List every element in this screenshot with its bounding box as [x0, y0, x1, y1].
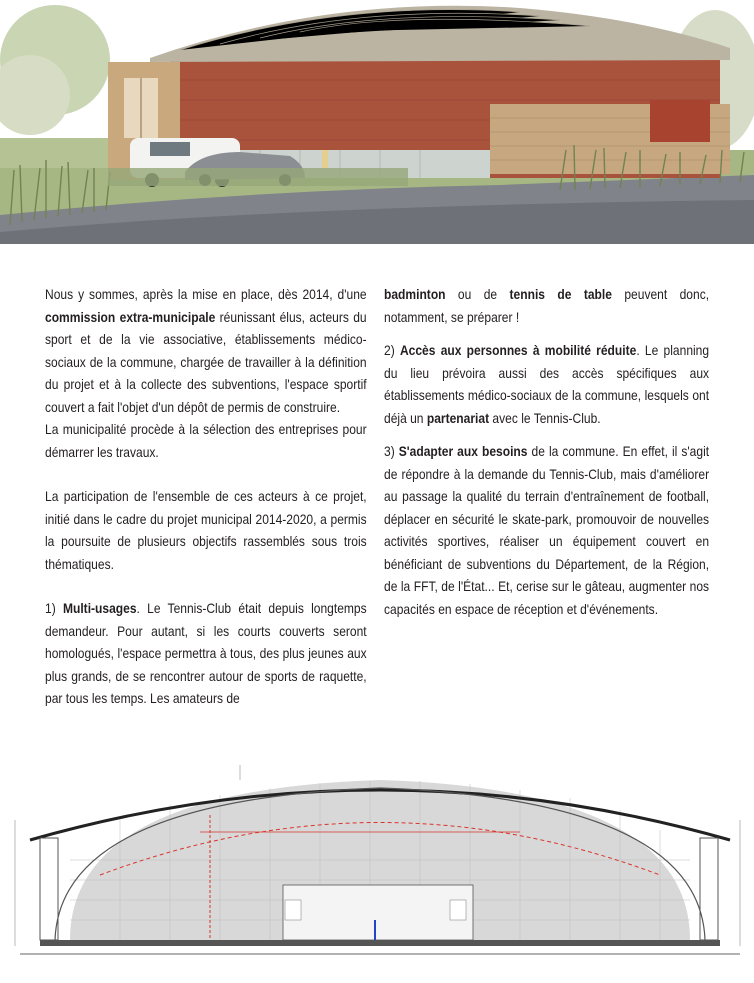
participation-paragraph: La participation de l'ensemble de ces acteurs à ce projet, initié dans le cadre du projet municipal 2014-2020, a permis la poursuite de plusieurs objectifs rassemblés sous trois thématiques. — [45, 488, 367, 572]
building-rendering — [0, 0, 754, 244]
continuation-end: peuvent donc, notamment, se préparer ! — [384, 286, 710, 325]
item-number-3: 3) — [384, 443, 399, 459]
intro-paragraph — [45, 283, 367, 418]
intro-text-end: réunissant élus, acteurs du sport et de la vie associative, établissements médico-sociaux de la commune, chargée de travailler à la définition du projet et à la collecte des subventions, l'espace sportif couvert a fait l'objet d'un dépôt de permis de construire. — [45, 308, 367, 415]
heading-multi-usages: Multi-usages — [62, 600, 137, 616]
heading-besoins: S'adapter aux besoins — [398, 443, 528, 459]
multi-usages-paragraph — [45, 597, 367, 710]
bold-tennis-de-table: tennis de table — [509, 286, 612, 302]
besoins-text: de la commune. En effet, il s'agit de répondre à la demande du Tennis-Club, mais d'améliorer au passage la qualité du terrain d'entraînement de football, déplacer en sécurité le skate-park, promouvoir de nouvelles activités sportives, réaliser un équipement couvert en bénéficiant de subventions du Département, de la Région, de la FFT, de l'État... Et, cerise sur le gâteau, augmenter nos capacités en espace de réception et d'événements. — [384, 443, 710, 617]
mobilite-end: avec le Tennis-Club. — [489, 409, 601, 426]
bold-partenariat: partenariat — [426, 409, 490, 426]
text-column-left — [45, 283, 367, 710]
intro-text-start: Nous y sommes, après la mise en place, dès 2014, d'une — [45, 286, 367, 302]
works-paragraph: La municipalité procède à la sélection des entreprises pour démarrer les travaux. — [45, 421, 367, 460]
mobilite-text: . Le planning du lieu prévoira aussi des accès spécifiques aux établissements médico-sociaux de la commune, lesquels ont déjà un — [384, 342, 710, 426]
multi-usages-text: . Le Tennis-Club était depuis longtemps demandeur. Pour autant, si les courts couverts seront homologués, l'espace permettra à tous, des plus jeunes aux plus grands, de se rencontrer autour de sports de raquette, par tous les temps. Les amateurs de — [45, 600, 367, 706]
multi-usages-continuation — [384, 283, 709, 328]
mobilite-paragraph — [384, 339, 709, 429]
text-column-right — [384, 283, 709, 620]
bold-badminton: badminton — [384, 286, 446, 302]
intro-bold-commission: commission extra-municipale — [45, 308, 216, 325]
cross-section-drawing — [0, 760, 754, 978]
continuation-mid: ou de — [445, 286, 510, 302]
besoins-paragraph — [384, 440, 709, 620]
item-number-2: 2) — [384, 342, 400, 358]
heading-mobilite: Accès aux personnes à mobilité réduite — [399, 342, 637, 358]
item-number-1: 1) — [45, 600, 63, 616]
